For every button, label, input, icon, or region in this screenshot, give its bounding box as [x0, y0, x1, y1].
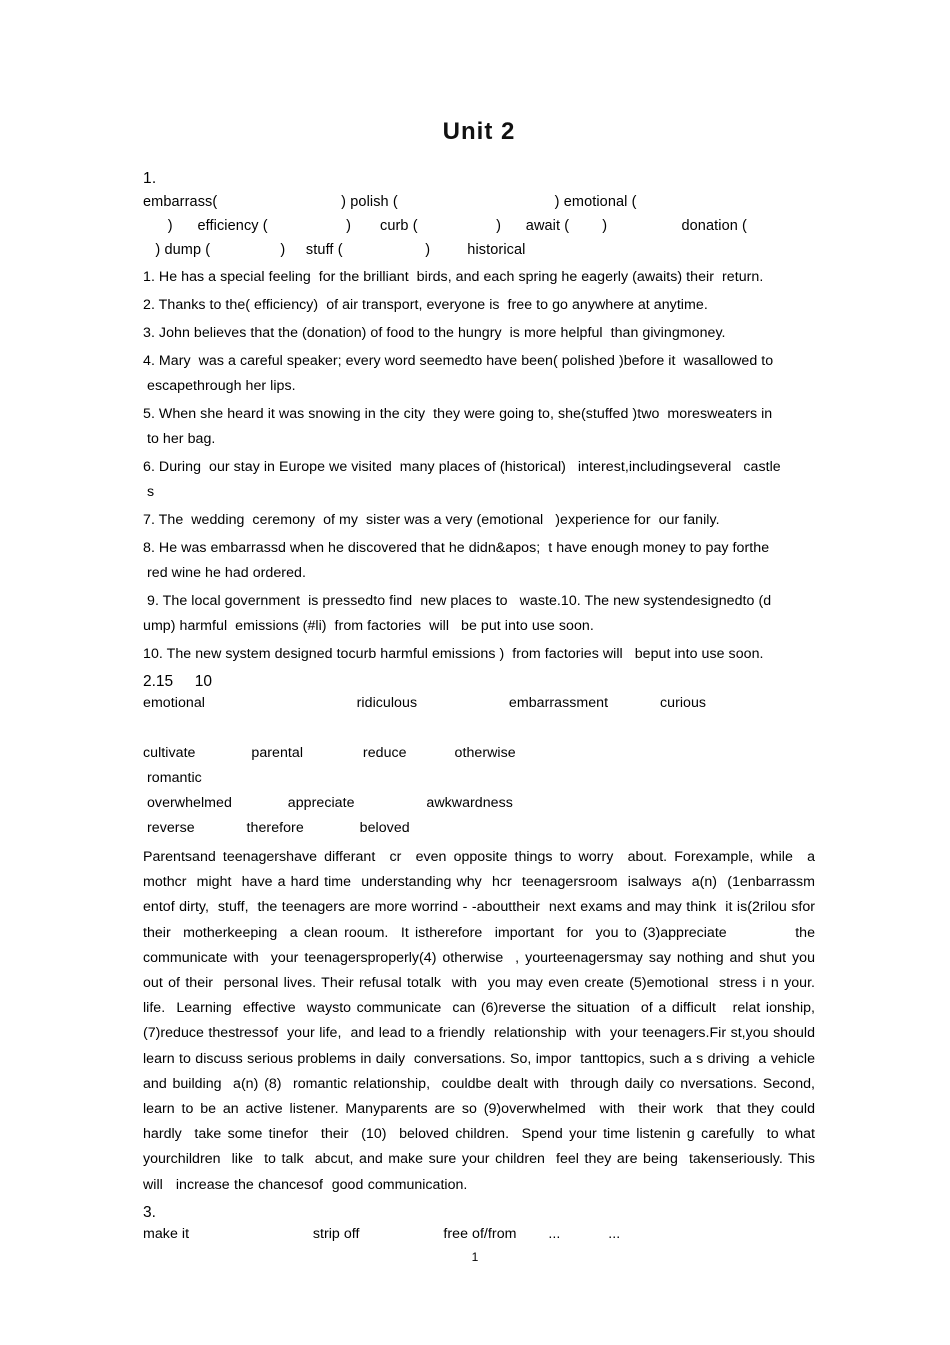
exercise-sentence: 1. He has a special feeling for the brilliant birds, and each spring he eagerly (awaits) their return. — [143, 269, 764, 285]
word-bank-line: overwhelmed appreciate awkwardness — [143, 795, 513, 811]
exercise-sentence: 6. During our stay in Europe we visited many places of (historical) interest,includingseveral castle — [143, 459, 781, 475]
vocab-line: ) dump ( ) stuff ( ) historical — [143, 242, 526, 258]
word-bank-spacer — [143, 716, 815, 741]
phrase-bank-line: make it strip off free of/from ... ... — [143, 1225, 621, 1242]
exercise-sentence: 5. When she heard it was snowing in the city they were going to, she(stuffed )two moresweaters in — [143, 406, 773, 422]
section-1-heading: 1. — [143, 170, 157, 187]
word-bank-line: emotional ridiculous embarrassment curious — [143, 695, 707, 711]
exercise-sentence-cont: red wine he had ordered. — [143, 565, 306, 581]
cloze-passage — [143, 841, 824, 1198]
section-2-heading: 2.15 10 — [143, 673, 212, 690]
exercise-sentence: 2. Thanks to the( efficiency) of air transport, everyone is free to go anywhere at anytime. — [143, 297, 708, 313]
word-bank-line: romantic — [143, 770, 202, 786]
page-content — [143, 0, 824, 1247]
vocab-line: ) efficiency ( ) curb ( ) await ( ) donation ( — [143, 218, 747, 234]
exercise-sentence-cont: s — [143, 484, 155, 500]
exercise-sentence: 9. The local government is pressedto find new places to waste.10. The new systendesignedto (d — [143, 593, 772, 609]
word-bank-line: cultivate parental reduce otherwise — [143, 745, 516, 761]
exercise-sentence: 3. John believes that the (donation) of food to the hungry is more helpful than givingmoney. — [143, 325, 726, 341]
exercise-sentence-cont: to her bag. — [143, 431, 216, 447]
exercise-sentence: 10. The new system designed tocurb harmful emissions ) from factories will beput into use soon. — [143, 646, 764, 662]
vocab-line: embarrass( ) polish ( ) emotional ( — [143, 194, 637, 210]
exercise-sentence-cont: ump) harmful emissions (#li) from factories will be put into use soon. — [143, 618, 594, 634]
exercise-sentence: 7. The wedding ceremony of my sister was a very (emotional )experience for our fanily. — [143, 512, 720, 528]
exercise-sentence: 8. He was embarrassd when he discovered that he didn&apos; t have enough money to pay forthe — [143, 540, 770, 556]
exercise-sentence: 4. Mary was a careful speaker; every word seemedto have been( polished )before it wasallowed to — [143, 353, 774, 369]
cloze-passage-text: Parentsand teenagershave differant cr even opposite things to worry about. Forexample, while a mothcr might have a hard time understanding why hcr teenagersroom isalways a(n) (1enbarrassm entof dirty, stuff, the teenagers are more worrind - -abouttheir next exams and may think it is(2rilou sfor their motherkeeping a clean rooum. It istherefore important for you to (3)appreciate the communicate with your teenagersproperly(4) otherwise , yourteenagersmay say nothing and shut you out of their personal lives. Their refusal totalk with you may even create (5)emotional stress i n your. life. Learning effective waysto communicate can (6)reverse the situation of a difficult relat ionship, (7)reduce thestressof your life, and lead to a friendly relationship with your teenagers.Fir st,you should learn to discuss serious problems in daily conversations. So, impor tanttopics, such a s driving a vehicle and building a(n) (8) romantic relationship, couldbe dealt with through daily co nversations. Second, learn to be an active listener. Manyparents are so (9)overwhelmed with their work that they could hardly take some tinefor their (10) beloved children. Spend your time listenin g carefully to what yourchildren like to talk abcut, and make sure your children feel they are being takenseriously. This will increase the chancesof good communication. — [143, 849, 824, 1193]
exercise-sentence-cont: escapethrough her lips. — [143, 378, 296, 394]
page-title: Unit 2 — [442, 118, 516, 145]
word-bank-line: reverse therefore beloved — [143, 820, 410, 836]
section-3-heading: 3. — [143, 1203, 156, 1221]
page-number: 1 — [471, 1250, 479, 1264]
